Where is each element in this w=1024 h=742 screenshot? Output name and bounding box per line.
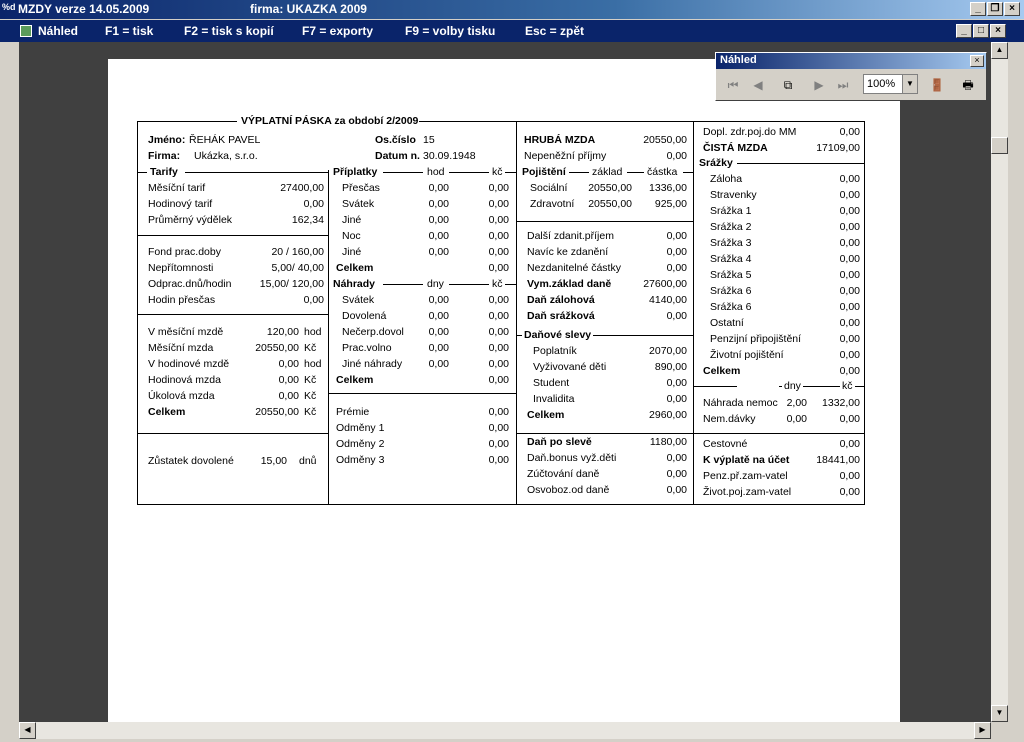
value: 0,00 [488, 422, 509, 434]
window-title: MZDY verze 14.05.2009 [18, 2, 150, 16]
deduction1-label: Srážka 1 [710, 205, 752, 217]
value: 0,00 [488, 454, 509, 466]
app-icon: %d [2, 2, 16, 12]
credits-total-value: 2960,00 [649, 409, 687, 421]
piece-wage-label: Úkolová mzda [148, 390, 215, 402]
value: 0,00 [839, 317, 860, 329]
value: 0,00 [839, 126, 860, 138]
deduction6-label: Srážka 6 [710, 285, 752, 297]
value: 0,00 [839, 237, 860, 249]
payout-value: 18441,00 [816, 454, 860, 466]
extra-health-label: Dopl. zdr.poj.do MM [703, 126, 797, 138]
value: 0,00 [428, 326, 449, 338]
social-base: 20550,00 [588, 182, 632, 194]
overtime-hours-value: 0,00 [303, 294, 324, 306]
value: 0,00 [488, 406, 509, 418]
value: 0,00 [488, 182, 509, 194]
value: 0,00 [839, 301, 860, 313]
social-insurance-label: Sociální [530, 182, 568, 194]
title-bar [0, 0, 1024, 19]
value: 0,00 [839, 349, 860, 361]
two-pages-icon[interactable]: ⧉ [783, 78, 793, 92]
zoom-value: 100% [867, 78, 896, 90]
other-taxable-label: Další zdanit.příjem [527, 230, 614, 242]
tax-exempt-label: Osvoboz.od daně [527, 484, 610, 496]
firm-name: Ukázka, s.r.o. [194, 150, 258, 162]
taxpayer-credit-label: Poplatník [533, 345, 577, 357]
horizontal-scrollbar[interactable] [19, 722, 991, 739]
value: 0,00 [428, 342, 449, 354]
value: 0,00 [488, 342, 509, 354]
value: 0,00 [839, 470, 860, 482]
pension-insurance-label: Penzijní připojištění [710, 333, 802, 345]
travel-label: Cestovné [703, 438, 748, 450]
restore-button[interactable]: ❐ [987, 2, 1003, 16]
slip-title: VÝPLATNÍ PÁSKA za období 2/2009 [241, 115, 419, 127]
firm-label: Firma: [148, 150, 181, 162]
value: 0,00 [839, 205, 860, 217]
scroll-thumb[interactable] [991, 137, 1008, 154]
firm-label: firma: UKAZKA 2009 [250, 2, 367, 16]
value: 0,00 [428, 182, 449, 194]
value: 0,00 [839, 333, 860, 345]
first-page-icon[interactable]: ⏮ [727, 78, 739, 92]
personal-number-label: Os.číslo [375, 134, 416, 146]
allowances-heading: Příplatky [333, 166, 378, 178]
czk-column-header: kč [492, 278, 503, 290]
monthly-wage-label: Měsíční mzda [148, 342, 214, 354]
left-gutter [0, 42, 19, 739]
value: 0,00 [839, 438, 860, 450]
value: 0,00 [488, 326, 509, 338]
value: 0,00 [839, 173, 860, 185]
piece-wage-value: 0,00 [278, 390, 299, 402]
menu-print[interactable]: F1 = tisk [105, 24, 154, 38]
bonus-label: Prémie [336, 406, 370, 418]
health-insurance-label: Zdravotní [530, 198, 575, 210]
scroll-right-icon[interactable]: ▶ [974, 722, 991, 739]
child-maximize-button[interactable]: □ [973, 24, 989, 38]
child-close-button[interactable]: × [990, 24, 1006, 38]
comp-other-label: Jiné náhrady [342, 358, 403, 370]
report-page [108, 59, 900, 722]
value: 0,00 [488, 358, 509, 370]
disability-credit-label: Invalidita [533, 393, 575, 405]
preview-window-title: Náhled [38, 24, 79, 38]
unit: Kč [304, 390, 317, 402]
next-page-icon[interactable]: ▶ [814, 78, 824, 92]
days-column-header: dny [784, 380, 801, 392]
deductions-total-label: Celkem [703, 365, 741, 377]
menu-exports[interactable]: F7 = exporty [302, 24, 374, 38]
days-column-header: dny [427, 278, 444, 290]
value: 0,00 [666, 484, 687, 496]
life-insurance-label: Životní pojištění [710, 349, 784, 361]
value: 0,00 [488, 246, 509, 258]
vertical-scrollbar[interactable] [991, 42, 1008, 722]
monthly-tariff-value: 27400,00 [280, 182, 324, 194]
zoom-select[interactable] [863, 74, 918, 94]
employee-name: ŘEHÁK PAVEL [189, 134, 261, 146]
comp-holiday-label: Svátek [342, 294, 375, 306]
non-taxable-label: Nezdanitelné částky [527, 262, 621, 274]
non-cash-income-value: 0,00 [666, 150, 687, 162]
sick-benefits-days: 0,00 [786, 413, 807, 425]
value: 0,00 [666, 377, 687, 389]
value: 0,00 [666, 230, 687, 242]
deductions-heading: Srážky [699, 157, 733, 169]
compensations-total-label: Celkem [336, 374, 374, 386]
meal-vouchers-label: Stravenky [710, 189, 757, 201]
deduction5-label: Srážka 5 [710, 269, 752, 281]
worked-label: Odprac.dnů/hodin [148, 278, 232, 290]
value: 0,00 [666, 393, 687, 405]
hours-column-header: hod [427, 166, 445, 178]
health-amount: 925,00 [654, 198, 687, 210]
hourly-tariff-label: Hodinový tarif [148, 198, 213, 210]
preview-window-icon [20, 25, 32, 37]
value: 0,00 [839, 285, 860, 297]
in-monthly-wage-label: V měsíční mzdě [148, 326, 224, 338]
name-label: Jméno: [148, 134, 186, 146]
wage-total-value: 20550,00 [255, 406, 299, 418]
reward1-label: Odměny 1 [336, 422, 385, 434]
tariffs-heading: Tarify [150, 166, 178, 178]
value: 0,00 [839, 189, 860, 201]
close-button[interactable]: × [1004, 2, 1020, 16]
value: 0,00 [666, 246, 687, 258]
sick-comp-value: 1332,00 [822, 397, 860, 409]
value: 0,00 [666, 468, 687, 480]
deduction6b-label: Srážka 6 [710, 301, 752, 313]
allowance-night-label: Noc [342, 230, 361, 242]
child-bonus-label: Daň.bonus vyž.děti [527, 452, 617, 464]
overtime-hours-label: Hodin přesčas [148, 294, 216, 306]
deduction2-label: Srážka 2 [710, 221, 752, 233]
tax-after-credit-value: 1180,00 [649, 436, 687, 448]
allowances-total-label: Celkem [336, 262, 374, 274]
tax-base-value: 27600,00 [643, 278, 687, 290]
tax-credits-heading: Daňové slevy [524, 329, 592, 341]
allowance-holiday-label: Svátek [342, 198, 375, 210]
right-gutter [1008, 42, 1024, 739]
social-amount: 1336,00 [649, 182, 687, 194]
comp-time-off-label: Prac.volno [342, 342, 392, 354]
scroll-left-icon[interactable]: ◀ [19, 722, 36, 739]
preview-toolbar-title: Náhled [716, 53, 986, 69]
prev-page-icon[interactable]: ◀ [753, 78, 763, 92]
allowance-other-label: Jiné [342, 214, 362, 226]
printer-icon[interactable]: 🖶 [962, 78, 974, 92]
minimize-button[interactable]: _ [970, 2, 986, 16]
reward3-label: Odměny 3 [336, 454, 385, 466]
advance-label: Záloha [710, 173, 743, 185]
credits-total-label: Celkem [527, 409, 565, 421]
value: 0,00 [839, 269, 860, 281]
worked-value: 15,00/ 120,00 [259, 278, 324, 290]
average-earnings-value: 162,34 [291, 214, 324, 226]
value: 0,00 [488, 438, 509, 450]
advance-tax-label: Daň zálohová [527, 294, 595, 306]
value: 0,00 [839, 221, 860, 233]
unit: hod [304, 326, 322, 338]
value: 0,00 [488, 294, 509, 306]
menu-back[interactable]: Esc = zpět [525, 24, 585, 38]
toolbar-close-icon[interactable]: × [970, 55, 984, 67]
value: 0,00 [428, 214, 449, 226]
value: 0,00 [666, 262, 687, 274]
employer-pension-label: Penz.př.zam-vatel [703, 470, 788, 482]
value: 0,00 [839, 253, 860, 265]
value: 0,00 [839, 486, 860, 498]
net-wage-value: 17109,00 [816, 142, 860, 154]
hourly-tariff-value: 0,00 [303, 198, 324, 210]
unit: Kč [304, 374, 317, 386]
menu-print-options[interactable]: F9 = volby tisku [405, 24, 496, 38]
reward2-label: Odměny 2 [336, 438, 385, 450]
value: 0,00 [428, 358, 449, 370]
withholding-tax-value: 0,00 [666, 310, 687, 322]
sick-benefits-value: 0,00 [839, 413, 860, 425]
deduction3-label: Srážka 3 [710, 237, 752, 249]
value: 2070,00 [649, 345, 687, 357]
value: 0,00 [488, 214, 509, 226]
student-credit-label: Student [533, 377, 570, 389]
comp-unused-leave-label: Nečerp.dovol [342, 326, 404, 338]
wage-total-label: Celkem [148, 406, 186, 418]
in-monthly-wage-value: 120,00 [266, 326, 299, 338]
value: 0,00 [428, 294, 449, 306]
extra-taxable-label: Navíc ke zdanění [527, 246, 609, 258]
czk-column-header: kč [842, 380, 853, 392]
non-cash-income-label: Nepeněžní příjmy [524, 150, 607, 162]
absences-label: Nepřítomnosti [148, 262, 214, 274]
unit: dnů [299, 455, 317, 467]
average-earnings-label: Průměrný výdělek [148, 214, 233, 226]
allowance-other2-label: Jiné [342, 246, 362, 258]
sick-comp-days: 2,00 [786, 397, 807, 409]
birth-date: 30.09.1948 [423, 150, 476, 162]
net-wage-label: ČISTÁ MZDA [703, 142, 768, 154]
value: 0,00 [666, 452, 687, 464]
chevron-down-icon[interactable]: ▼ [902, 75, 917, 93]
value: 0,00 [488, 198, 509, 210]
value: 890,00 [654, 361, 687, 373]
value: 0,00 [428, 230, 449, 242]
menu-bar [0, 20, 1024, 42]
last-page-icon[interactable]: ⏭ [837, 78, 849, 92]
scroll-up-icon[interactable]: ▲ [991, 42, 1008, 59]
advance-tax-value: 4140,00 [649, 294, 687, 306]
deduction4-label: Srážka 4 [710, 253, 752, 265]
exit-door-icon[interactable]: 🚪 [929, 78, 945, 92]
monthly-tariff-label: Měsíční tarif [148, 182, 206, 194]
monthly-wage-value: 20550,00 [255, 342, 299, 354]
hourly-wage-label: Hodinová mzda [148, 374, 221, 386]
compensations-heading: Náhrady [333, 278, 376, 290]
children-credit-label: Vyživované děti [533, 361, 607, 373]
value: 0,00 [488, 230, 509, 242]
payout-label: K výplatě na účet [703, 454, 790, 466]
allowance-overtime-label: Přesčas [342, 182, 380, 194]
gross-wage-label: HRUBÁ MZDA [524, 134, 596, 146]
gross-wage-value: 20550,00 [643, 134, 687, 146]
hourly-wage-value: 0,00 [278, 374, 299, 386]
tax-base-label: Vym.základ daně [527, 278, 612, 290]
in-hourly-wage-label: V hodinové mzdě [148, 358, 230, 370]
insurance-heading: Pojištění [522, 166, 566, 178]
value: 0,00 [488, 262, 509, 274]
value: 0,00 [488, 374, 509, 386]
leave-balance-value: 15,00 [260, 455, 287, 467]
pay-slip [137, 115, 865, 505]
birth-date-label: Datum n. [375, 150, 420, 162]
health-base: 20550,00 [588, 198, 632, 210]
base-column-header: základ [592, 166, 623, 178]
tax-settlement-label: Zúčtování daně [527, 468, 600, 480]
comp-vacation-label: Dovolená [342, 310, 387, 322]
employer-life-label: Život.poj.zam-vatel [703, 486, 792, 498]
personal-number: 15 [423, 134, 435, 146]
sick-comp-label: Náhrada nemoc [703, 397, 778, 409]
leave-balance-label: Zůstatek dovolené [148, 455, 234, 467]
value: 0,00 [428, 198, 449, 210]
value: 0,00 [428, 310, 449, 322]
unit: hod [304, 358, 322, 370]
other-deductions-label: Ostatní [710, 317, 744, 329]
scroll-down-icon[interactable]: ▼ [991, 705, 1008, 722]
unit: Kč [304, 342, 317, 354]
menu-print-copy[interactable]: F2 = tisk s kopií [184, 24, 274, 38]
in-hourly-wage-value: 0,00 [278, 358, 299, 370]
child-minimize-button[interactable]: _ [956, 24, 972, 38]
unit: Kč [304, 406, 317, 418]
work-fund-label: Fond prac.doby [148, 246, 221, 258]
value: 0,00 [839, 365, 860, 377]
withholding-tax-label: Daň srážková [527, 310, 595, 322]
czk-column-header: kč [492, 166, 503, 178]
work-fund-value: 20 / 160,00 [271, 246, 324, 258]
tax-after-credit-label: Daň po slevě [527, 436, 592, 448]
value: 0,00 [428, 246, 449, 258]
absences-value: 5,00/ 40,00 [271, 262, 324, 274]
preview-toolbar [715, 52, 987, 101]
amount-column-header: částka [647, 166, 678, 178]
value: 0,00 [488, 310, 509, 322]
sick-benefits-label: Nem.dávky [703, 413, 756, 425]
